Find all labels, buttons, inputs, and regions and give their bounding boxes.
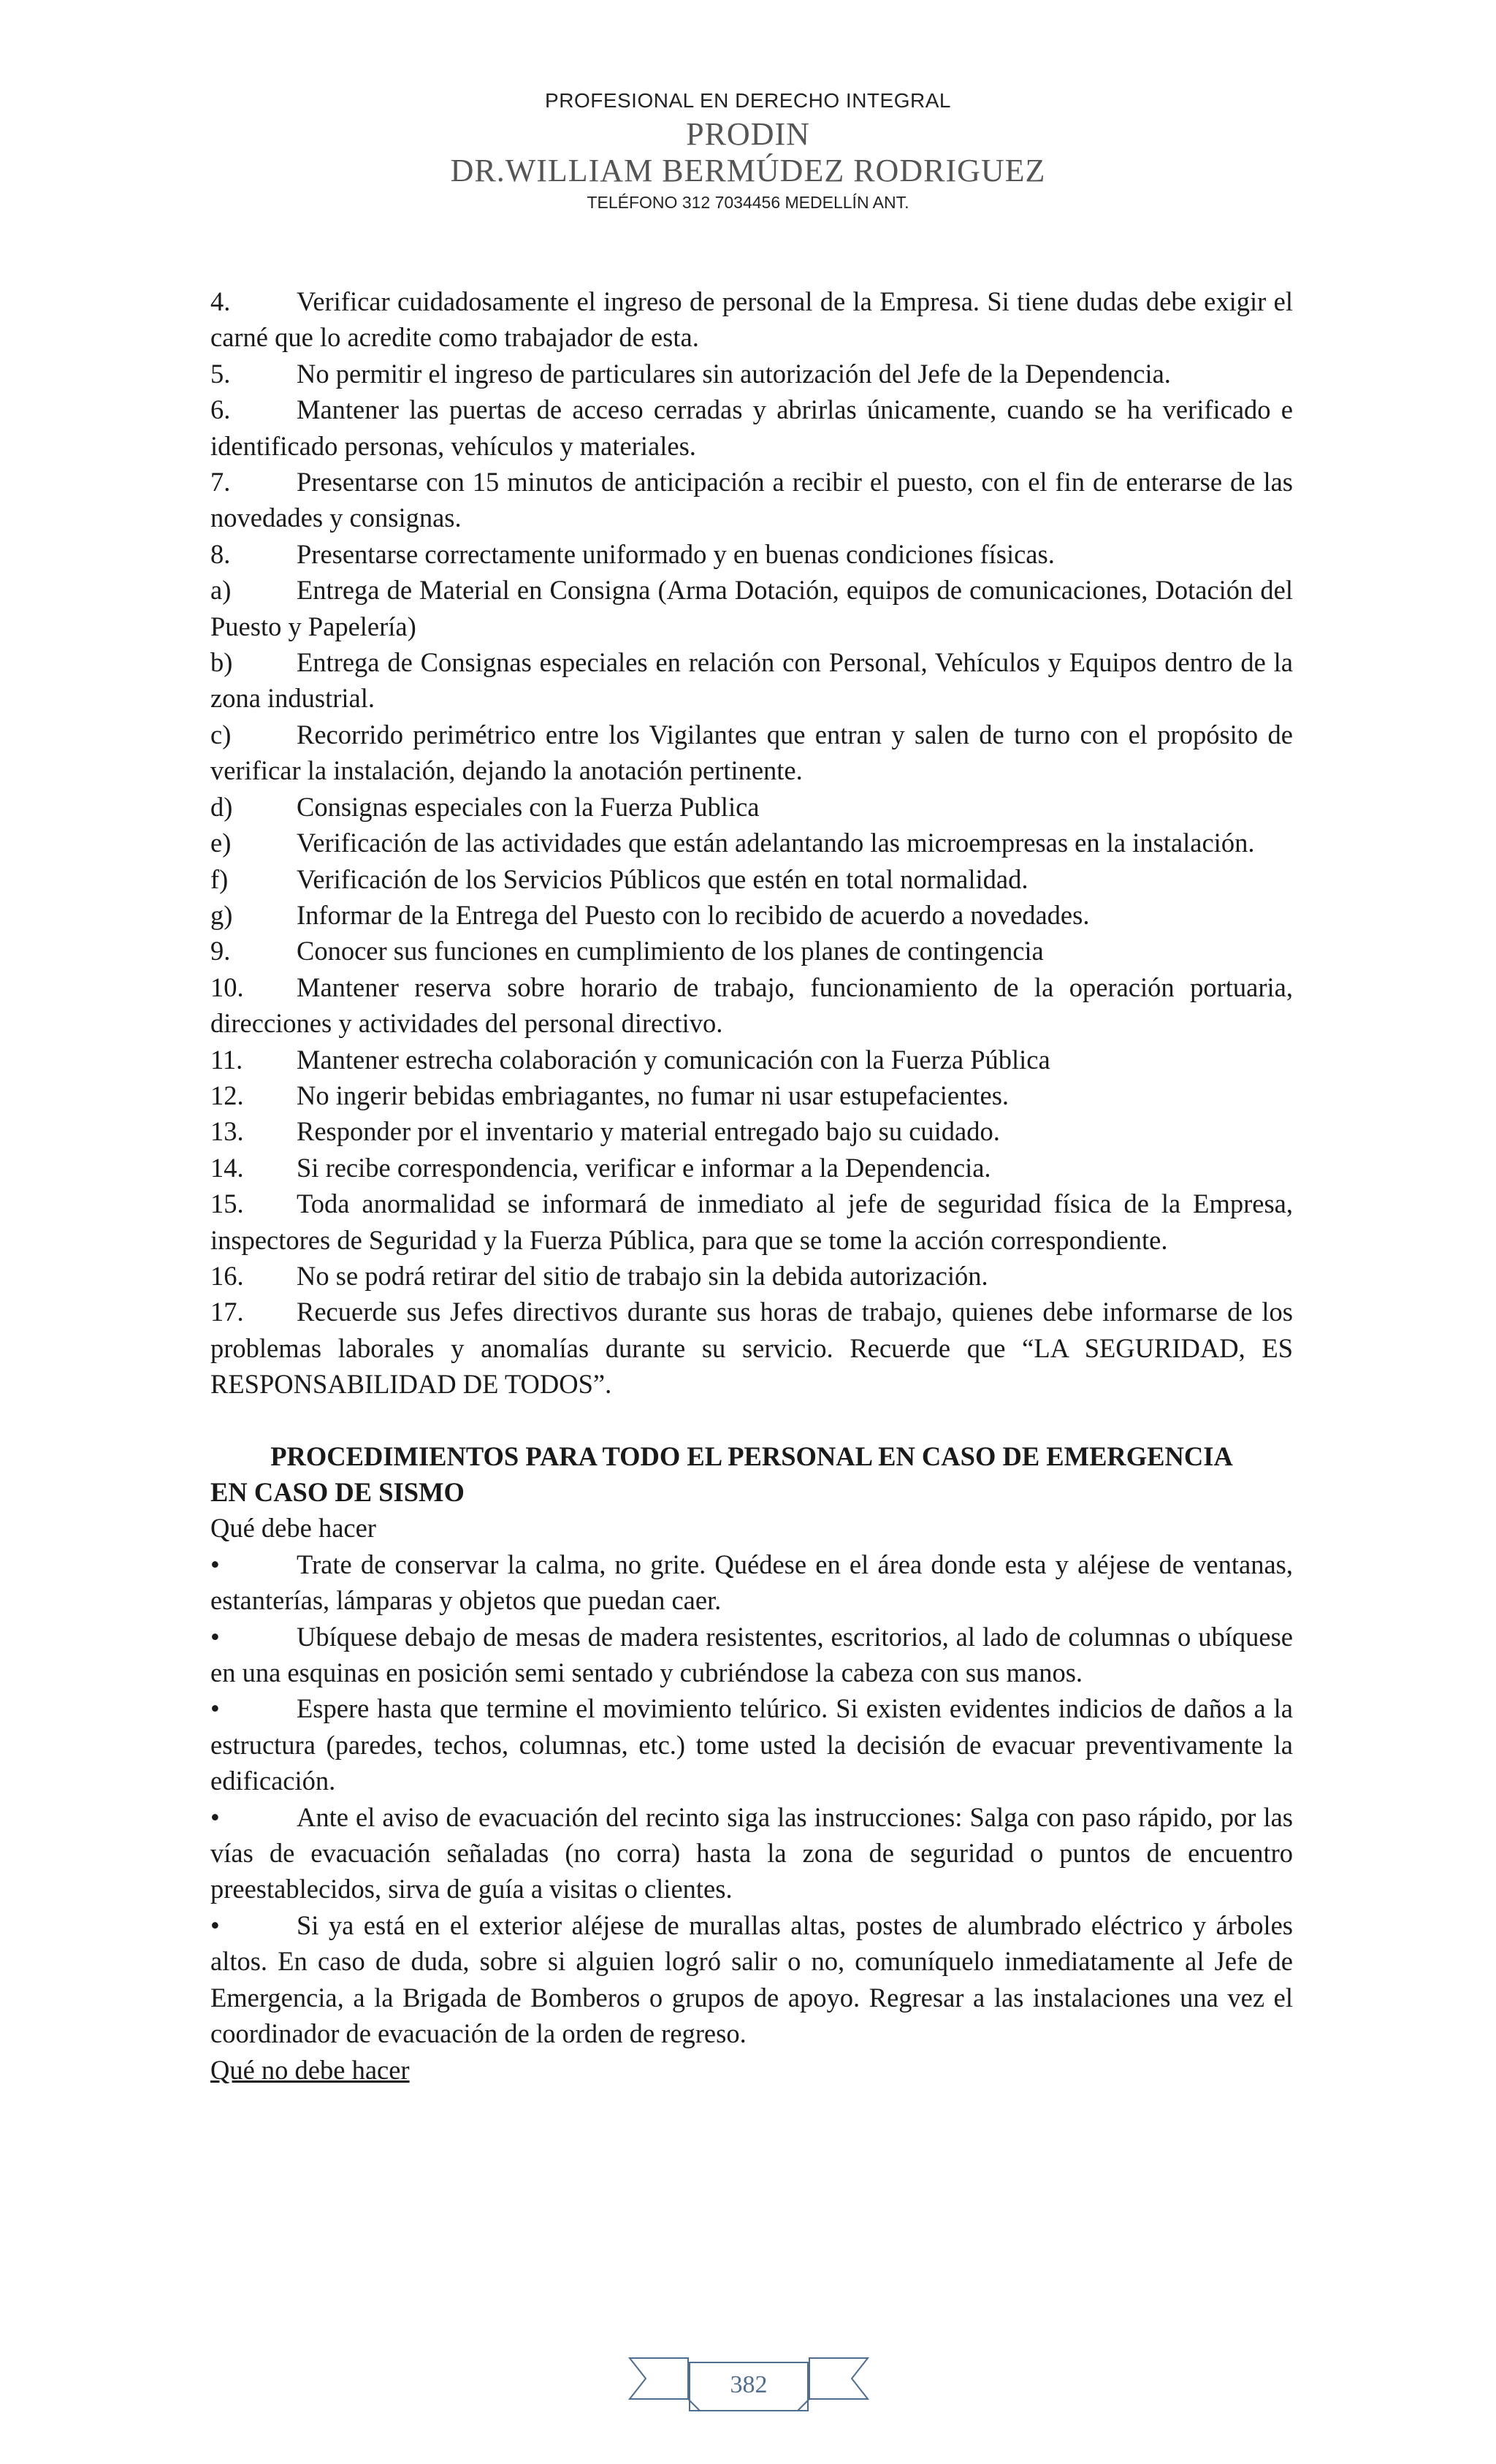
bullet-item-text: Espere hasta que termine el movimiento telúrico. Si existen evidentes indicios de daños a la estructura (paredes, techos, columnas, etc.) tome usted la decisión de evacuar preventivamente la edificación. [210,1693,1293,1796]
subsection-title: EN CASO DE SISMO [210,1477,465,1507]
spacer [210,1403,1293,1438]
list-item [210,1113,1293,1149]
list-item [210,969,1293,1042]
list-item-marker: 8. [210,538,231,569]
list-item-marker: 12. [210,1080,244,1110]
list-item-marker: 9. [210,936,231,966]
list-item-text: Informar de la Entrega del Puesto con lo recibido de acuerdo a novedades. [297,899,1090,930]
que-debe-hacer-label: Qué debe hacer [210,1513,376,1544]
list-item-marker: e) [210,828,232,858]
bullet-item-marker: • [210,1549,220,1579]
list-item-marker: 4. [210,286,231,316]
bullet-item [210,1690,1293,1799]
page-number-banner [628,2352,869,2414]
list-item [210,283,1293,356]
list-item [210,572,1293,644]
bullet-item-marker: • [210,1621,220,1652]
header-line-1: PROFESIONAL EN DERECHO INTEGRAL [545,89,951,112]
bullet-item-marker: • [210,1801,220,1832]
list-item-text: Verificación de las actividades que están adelantando las microempresas en la instalación. [297,828,1255,858]
list-item-text: Presentarse con 15 minutos de anticipación a recibir el puesto, con el fin de enterarse de las novedades y consignas. [210,467,1293,533]
list-item-text: Toda anormalidad se informará de inmediato al jefe de seguridad física de la Empresa, inspectores de Seguridad y la Fuerza Pública, para que se tome la acción correspondiente. [210,1189,1293,1255]
list-item [210,464,1293,536]
list-item [210,392,1293,464]
list-item-text: Responder por el inventario y material entregado bajo su cuidado. [297,1116,1000,1147]
list-item-marker: 13. [210,1116,244,1147]
list-item [210,1294,1293,1402]
list-item [210,717,1293,789]
list-item [210,644,1293,717]
que-no-debe-hacer-label: Qué no debe hacer [210,2054,410,2085]
list-item [210,1186,1293,1258]
list-item-text: Entrega de Consignas especiales en relación con Personal, Vehículos y Equipos dentro de la zona industrial. [210,647,1293,714]
bullet-item [210,1799,1293,1907]
list-item-text: Mantener las puertas de acceso cerradas y abrirlas únicamente, cuando se ha verificado e identificado personas, vehículos y materiales. [210,394,1293,461]
list-item-text: Verificación de los Servicios Públicos que estén en total normalidad. [297,863,1028,894]
bullet-item [210,1619,1293,1691]
list-item-text: Recuerde sus Jefes directivos durante sus horas de trabajo, quienes debe informarse de los problemas laborales y anomalías durante su servicio. Recuerde que “LA SEGURIDAD, ES RESPONSABILIDAD DE TODOS”. [210,1297,1293,1400]
list-item-marker: f) [210,863,229,894]
list-item [210,897,1293,933]
numbered-list [210,283,1293,1403]
list-item [210,933,1293,969]
header-line-2: PRODIN [686,116,810,152]
bullet-item-text: Trate de conservar la calma, no grite. Quédese en el área donde esta y aléjese de ventanas, estanterías, lámparas y objetos que puedan caer. [210,1549,1293,1616]
page-number: 382 [730,2371,768,2398]
document-body [210,283,1293,2088]
list-item-marker: 6. [210,394,231,425]
bullet-item-marker: • [210,1693,220,1724]
list-item-marker: 16. [210,1260,244,1291]
list-item [210,1258,1293,1294]
list-item-text: No ingerir bebidas embriagantes, no fumar ni usar estupefacientes. [297,1080,1010,1110]
bullet-list [210,1546,1293,2052]
list-item-marker: a) [210,575,232,606]
list-item [210,1150,1293,1186]
list-item-marker: 7. [210,467,231,497]
list-item [210,861,1293,897]
list-item [210,536,1293,572]
list-item-text: Consignas especiales con la Fuerza Publica [297,791,760,822]
list-item [210,1077,1293,1113]
list-item-marker: 5. [210,358,231,389]
list-item-text: Mantener estrecha colaboración y comunicación con la Fuerza Pública [297,1044,1050,1075]
bullet-item-text: Ubíquese debajo de mesas de madera resistentes, escritorios, al lado de columnas o ubíquese en una esquinas en posición semi sentado y cubriéndose la cabeza con sus manos. [210,1621,1293,1688]
header-line-3: DR.WILLIAM BERMÚDEZ RODRIGUEZ [450,153,1046,188]
list-item [210,825,1293,861]
section-title: PROCEDIMIENTOS PARA TODO EL PERSONAL EN CASO DE EMERGENCIA [270,1441,1233,1471]
list-item-marker: b) [210,647,233,678]
list-item-text: Verificar cuidadosamente el ingreso de personal de la Empresa. Si tiene dudas debe exigir el carné que lo acredite como trabajador de esta. [210,286,1293,353]
list-item [210,1042,1293,1077]
bullet-item [210,1546,1293,1619]
list-item-marker: c) [210,719,232,750]
list-item-marker: d) [210,791,233,822]
list-item-marker: 14. [210,1152,244,1183]
list-item-marker: 17. [210,1297,244,1327]
list-item-marker: 10. [210,972,244,1002]
list-item-marker: 11. [210,1044,243,1075]
list-item-marker: g) [210,899,233,930]
list-item-text: Recorrido perimétrico entre los Vigilantes que entran y salen de turno con el propósito de verificar la instalación, dejando la anotación pertinente. [210,719,1293,786]
list-item-text: Mantener reserva sobre horario de trabajo, funcionamiento de la operación portuaria, direcciones y actividades del personal directivo. [210,972,1293,1039]
list-item-text: No se podrá retirar del sitio de trabajo sin la debida autorización. [297,1260,988,1291]
list-item-text: No permitir el ingreso de particulares sin autorización del Jefe de la Dependencia. [297,358,1171,389]
bullet-item-text: Ante el aviso de evacuación del recinto siga las instrucciones: Salga con paso rápido, por las vías de evacuación señaladas (no corra) hasta la zona de seguridad o puntos de encuentro preestablecidos, sirva de guía a visitas o clientes. [210,1801,1293,1904]
bullet-item-marker: • [210,1910,220,1940]
list-item-text: Entrega de Material en Consigna (Arma Dotación, equipos de comunicaciones, Dotación del Puesto y Papelería) [210,575,1293,641]
list-item-marker: 15. [210,1189,244,1219]
bullet-item-text: Si ya está en el exterior aléjese de murallas altas, postes de alumbrado eléctrico y árboles altos. En caso de duda, sobre si alguien logró salir o no, comuníquelo inmediatamente al Jefe de Emergencia, a la Brigada de Bomberos o grupos de apoyo. Regresar a las instalaciones una vez el coordinador de evacuación de la orden de regreso. [210,1910,1293,2049]
list-item [210,356,1293,392]
list-item-text: Conocer sus funciones en cumplimiento de los planes de contingencia [297,936,1044,966]
header-line-4: TELÉFONO 312 7034456 MEDELLÍN ANT. [587,193,909,212]
bullet-item [210,1907,1293,2052]
list-item-text: Presentarse correctamente uniformado y en buenas condiciones físicas. [297,538,1055,569]
list-item-text: Si recibe correspondencia, verificar e informar a la Dependencia. [297,1152,991,1183]
list-item [210,789,1293,825]
